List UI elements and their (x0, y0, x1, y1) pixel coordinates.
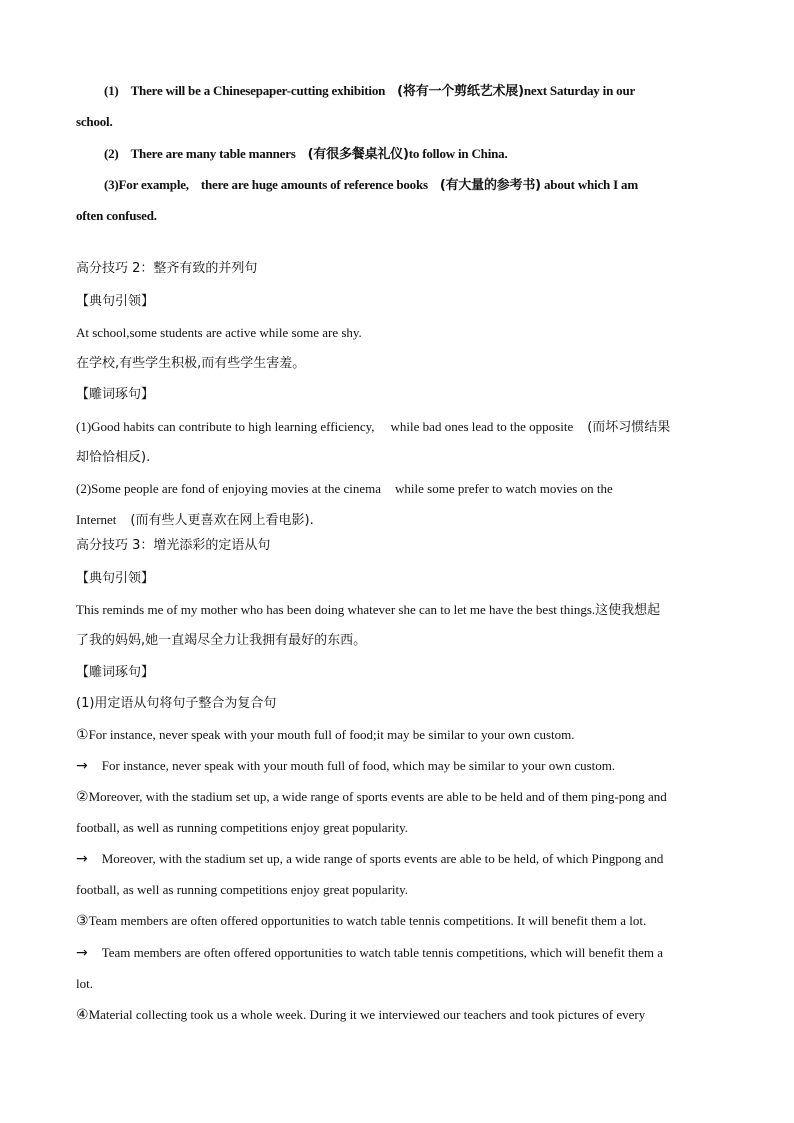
answer-2-continuation: football, as well as running competitions enjoy great popularity. (76, 882, 409, 897)
tip-2-practice-heading: 【雕词琢句】 (76, 387, 155, 402)
practice-2-part-a: (2)Some people are fond of enjoying movies at the cinema (76, 481, 382, 496)
answer-2 (76, 850, 663, 868)
tip-2-example-english: At school,some students are active while some are shy. (76, 325, 362, 340)
tip-2-practice-1-continuation: 却恰恰相反). (76, 450, 151, 465)
item-3-continuation: often confused. (76, 208, 157, 223)
item-2-number: (2) (104, 146, 119, 161)
answer-3-continuation: lot. (76, 976, 93, 991)
tip-3-example-english: This reminds me of my mother who has been doing whatever she can to let me have the best things.这使我想起 (76, 602, 661, 617)
item-3-line (104, 176, 638, 195)
arrow-icon: → (76, 851, 88, 867)
tip-2-practice-2 (76, 480, 613, 498)
tip-2-title: 高分技巧 2：整齐有致的并列句 (76, 261, 258, 276)
question-3-text: Team members are often offered opportunities to watch table tennis competitions. It will benefit them a lot. (88, 913, 647, 928)
tip-3-example-heading: 【典句引领】 (76, 571, 155, 586)
question-1 (76, 726, 575, 744)
item-3-english: there are huge amounts of reference books (200, 177, 428, 192)
question-4-marker: ④ (76, 1007, 89, 1023)
question-2-continuation: football, as well as running competitions enjoy great popularity. (76, 820, 409, 835)
tip-2-example-heading: 【典句引领】 (76, 294, 155, 309)
practice-2-internet: Internet (76, 512, 117, 527)
item-1-english: There will be a Chinesepaper-cutting exhibition (130, 83, 386, 98)
item-3-chinese: (有大量的参考书) (439, 178, 541, 193)
question-2-marker: ② (76, 789, 89, 805)
tip-3-instruction: (1)用定语从句将句子整合为复合句 (76, 696, 277, 711)
practice-1-chinese: (而坏习惯结果 (587, 420, 671, 435)
practice-1-part-b: while bad ones lead to the opposite (390, 419, 574, 434)
item-1-chinese: (将有一个剪纸艺术展) (397, 84, 524, 99)
question-3 (76, 912, 646, 930)
tip-2-practice-2-continuation (76, 511, 314, 530)
answer-1-text: For instance, never speak with your mouth full of food, which may be similar to your own custom. (101, 758, 616, 773)
tip-2-example-chinese: 在学校,有些学生积极,而有些学生害羞。 (76, 356, 306, 371)
answer-1 (76, 757, 615, 775)
item-2-line (104, 145, 508, 164)
tip-3-example-chinese: 了我的妈妈,她一直竭尽全力让我拥有最好的东西。 (76, 633, 367, 648)
answer-3-text: Team members are often offered opportunities to watch table tennis competitions, which will benefit them a (101, 945, 664, 960)
item-1-continuation: school. (76, 114, 113, 129)
question-1-text: For instance, never speak with your mouth full of food;it may be similar to your own custom. (88, 727, 575, 742)
practice-1-part-a: (1)Good habits can contribute to high learning efficiency, (76, 419, 375, 434)
question-3-marker: ③ (76, 913, 89, 929)
tip-3-title: 高分技巧 3：增光添彩的定语从句 (76, 538, 271, 553)
question-4 (76, 1006, 645, 1024)
answer-3 (76, 944, 663, 962)
tip-3-practice-heading: 【雕词琢句】 (76, 665, 155, 680)
arrow-icon: → (76, 945, 88, 961)
arrow-icon: → (76, 758, 88, 774)
item-3-lead: (3)For example, (104, 177, 189, 192)
answer-2-text: Moreover, with the stadium set up, a wide range of sports events are able to be held, of which Pingpong and (101, 851, 664, 866)
item-1-line (104, 82, 635, 101)
question-2 (76, 788, 667, 806)
question-4-text: Material collecting took us a whole week. During it we interviewed our teachers and took pictures of every (88, 1007, 646, 1022)
question-1-marker: ① (76, 727, 89, 743)
item-1-number: (1) (104, 83, 119, 98)
item-2-rest: to follow in China. (408, 146, 508, 161)
item-3-rest: about which I am (544, 177, 638, 192)
question-2-text: Moreover, with the stadium set up, a wide range of sports events are able to be held and of them ping-pong and (88, 789, 667, 804)
tip-2-practice-1 (76, 418, 670, 437)
item-2-english: There are many table manners (130, 146, 296, 161)
item-2-chinese: (有很多餐桌礼仪) (307, 147, 409, 162)
item-1-rest: next Saturday in our (523, 83, 636, 98)
practice-2-chinese: (而有些人更喜欢在网上看电影). (130, 513, 314, 528)
practice-2-part-b: while some prefer to watch movies on the (395, 481, 613, 496)
